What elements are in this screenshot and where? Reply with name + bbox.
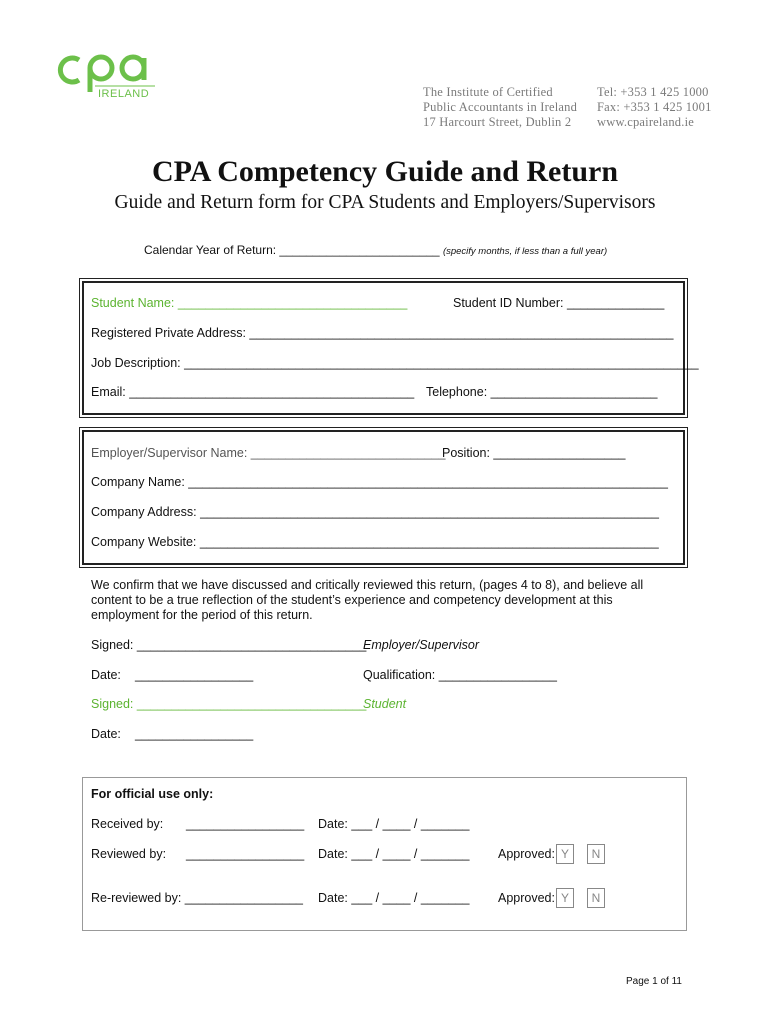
company-website-field[interactable]: Company Website: __________________________________________________________________ — [91, 535, 659, 549]
re-reviewed-approved-no-box[interactable] — [587, 888, 605, 908]
telephone-field[interactable]: Telephone: ________________________ — [426, 385, 658, 399]
employer-name-field[interactable]: Employer/Supervisor Name: ____________________________ — [91, 446, 446, 460]
reviewed-date-field[interactable]: Date: ___ / ____ / _______ — [318, 847, 470, 861]
calendar-year-label: Calendar Year of Return: ________________________ — [144, 243, 440, 257]
contact-line: Fax: +353 1 425 1001 — [597, 100, 712, 114]
re-reviewed-date-field[interactable]: Date: ___ / ____ / _______ — [318, 891, 470, 905]
confirmation-statement: We confirm that we have discussed and critically reviewed this return, (pages 4 to 8), and believe all content to be a true reflection of the student’s experience and competency development at this employment for the period of this return. — [91, 578, 644, 622]
official-use-heading: For official use only: — [91, 787, 214, 801]
employer-signature-field[interactable] — [91, 638, 366, 652]
logo-ireland-text: IRELAND — [98, 88, 150, 100]
contact-line: Tel: +353 1 425 1000 — [597, 85, 709, 99]
position-field[interactable]: Position: ___________________ — [442, 446, 626, 460]
institute-contact — [597, 85, 712, 130]
page-title: CPA Competency Guide and Return — [151, 155, 619, 188]
student-signature-field[interactable] — [91, 697, 366, 711]
re-reviewed-approved — [498, 891, 555, 905]
date-label: Date: — [91, 727, 121, 741]
contact-line: www.cpaireland.ie — [597, 115, 694, 129]
reviewed-approved-no-box[interactable] — [587, 844, 605, 864]
no-option[interactable]: N — [587, 888, 605, 908]
email-field[interactable]: Email: _________________________________________ — [91, 385, 415, 399]
signed-label: Signed: _________________________________ — [91, 638, 367, 652]
student-role: Student — [363, 697, 407, 711]
employer-supervisor-role: Employer/Supervisor — [363, 638, 480, 652]
calendar-note: (specify months, if less than a full year) — [442, 246, 608, 257]
institute-line: The Institute of Certified — [423, 85, 553, 99]
page-number: Page 1 of 11 — [626, 976, 682, 987]
signed-label: Signed: _________________________________ — [91, 697, 367, 711]
re-reviewed-approved-yes-box[interactable] — [556, 888, 574, 908]
reviewed-by-field[interactable]: _________________ — [186, 847, 305, 861]
private-address-field[interactable]: Registered Private Address: _____________________________________________________________ — [91, 326, 674, 340]
institute-address — [423, 85, 577, 130]
received-date-field[interactable]: Date: ___ / ____ / _______ — [318, 817, 470, 831]
reviewed-approved-yes-box[interactable] — [556, 844, 574, 864]
employer-date-field[interactable]: _________________ — [135, 668, 254, 682]
company-address-field[interactable]: Company Address: __________________________________________________________________ — [91, 505, 659, 519]
page-subtitle: Guide and Return form for CPA Students and Employers/Supervisors — [114, 192, 656, 213]
company-name-field[interactable]: Company Name: _____________________________________________________________________ — [91, 475, 668, 489]
received-by-field[interactable]: _________________ — [186, 817, 305, 831]
received-by-label: Received by: — [91, 817, 164, 831]
qualification-field[interactable]: Qualification: _________________ — [363, 668, 557, 682]
re-reviewed-by-field[interactable]: Re-reviewed by: _________________ — [91, 891, 303, 905]
calendar-year-field[interactable] — [144, 243, 607, 257]
reviewed-by-label: Reviewed by: — [91, 847, 167, 861]
reviewed-approved — [498, 847, 555, 861]
approved-label: Approved: — [498, 891, 555, 905]
student-id-field[interactable]: Student ID Number: ______________ — [453, 296, 665, 310]
yes-option[interactable]: Y — [556, 888, 574, 908]
no-option[interactable]: N — [587, 844, 605, 864]
yes-option[interactable]: Y — [556, 844, 574, 864]
institute-line: 17 Harcourt Street, Dublin 2 — [423, 115, 572, 129]
approved-label: Approved: — [498, 847, 555, 861]
job-description-field[interactable]: Job Description: __________________________________________________________________________ — [91, 356, 699, 370]
date-label: Date: — [91, 668, 121, 682]
student-date-field[interactable]: _________________ — [135, 727, 254, 741]
institute-line: Public Accountants in Ireland — [423, 100, 578, 114]
student-name-field[interactable]: Student Name: _________________________________ — [91, 296, 408, 310]
